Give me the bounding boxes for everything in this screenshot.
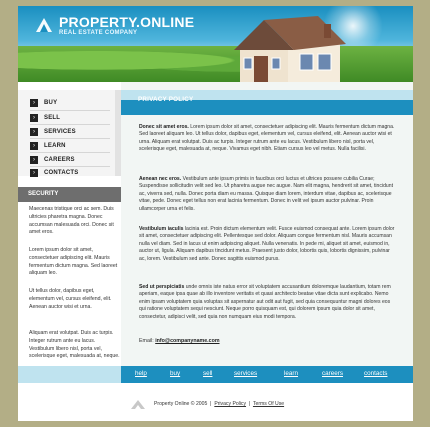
house-illustration bbox=[218, 10, 368, 82]
paragraph-text: lacinia est. Proin dictum elementum velit. Fusce euismod consequat ante. Lorem ipsum dolor sit amet, consectetuer adipiscing elit. Pellentesque sed dolor. Aliquam congue fermentum nisl. Mauris accumsan nulla vel diam. Sed in lacus ut enim adipiscing aliquet. Nulla venenatis. In pede mi, aliquet sit amet, euismod in, auctor ut, ligula. Aliquam dapibus tincidunt metus. Praesent justo dolor, lobortis quis, lobortis dignissim, pulvinar ac, lorem. Vestibulum sed ante. Donec sagittis euismod purus. bbox=[139, 226, 395, 262]
nav-link-buy[interactable]: buy bbox=[170, 370, 181, 377]
terms-link[interactable]: Terms Of Use bbox=[252, 401, 285, 407]
nav-left-band bbox=[18, 366, 121, 383]
arrow-right-icon: › bbox=[30, 114, 38, 122]
security-text: Aliquam erat volutpat. Duis ac turpis. Integer rutrum ante eu lacus. Vestibulum libero nisl, porta vel, scelerisque eget, malesuada at, neque. bbox=[29, 330, 120, 360]
paragraph-text: Vestibulum ante ipsum primis in faucibus orci luctus et ultrices posuere cubilia Curae; Suspendisse sollicitudin velit sed leo. Ut pharetra augue nec augue. Nam elit magna, hendrerit sit amet, tincidunt ac, viverra sed, nulla. Donec porta diam eu massa. Quisque diam lorem, interdum vitae, dapibus ac, scelerisque vitae, pede. Donec eget tellus non erat lacinia fermentum. Donec in velit vel ipsum auctor pulvinar. Proin ullamcorper urna et felis. bbox=[139, 176, 393, 212]
paragraph-lead: Sed ut perspiciatis bbox=[139, 284, 185, 290]
paragraph-lead: Vestibulum iaculis bbox=[139, 226, 184, 232]
menu-item-learn[interactable] bbox=[30, 139, 110, 152]
page bbox=[18, 6, 413, 421]
logo-icon bbox=[34, 15, 54, 35]
paragraph bbox=[139, 176, 397, 213]
menu-item-label: CAREERS bbox=[44, 156, 75, 163]
logo-icon bbox=[130, 398, 146, 410]
privacy-policy-link[interactable]: Privacy Policy bbox=[214, 401, 247, 407]
left-column bbox=[18, 82, 121, 387]
nav-link-services[interactable]: services bbox=[234, 370, 258, 377]
arrow-right-icon: › bbox=[30, 156, 38, 164]
menu-item-sell[interactable] bbox=[30, 111, 110, 124]
security-heading bbox=[18, 187, 121, 202]
footer-nav bbox=[18, 366, 413, 383]
menu-item-label: BUY bbox=[44, 99, 58, 106]
security-text: Lorem ipsum dolor sit amet, consectetuer adipiscing elit. Mauris fermentum dictum magna. Sed laoreet aliquam leo. bbox=[29, 247, 118, 277]
paragraph bbox=[139, 124, 397, 154]
email-line bbox=[139, 338, 220, 344]
menu-item-label: SERVICES bbox=[44, 128, 76, 135]
nav-link-sell[interactable]: sell bbox=[203, 370, 213, 377]
footer bbox=[18, 383, 413, 421]
arrow-right-icon: › bbox=[30, 142, 38, 150]
menu-item-label: CONTACTS bbox=[44, 169, 79, 176]
main-content bbox=[121, 82, 413, 372]
security-text: Maecenas tristique orci ac sem. Duis ultricies pharetra magna. Donec accumsan malesuada orci. Donec sit amet eros. bbox=[29, 206, 114, 236]
paragraph-lead: Aenean nec eros. bbox=[139, 176, 182, 182]
header-banner bbox=[18, 6, 413, 82]
menu-item-buy[interactable] bbox=[30, 96, 110, 109]
footer-separator: | bbox=[210, 401, 212, 407]
paragraph bbox=[139, 226, 397, 263]
menu-item-careers[interactable] bbox=[30, 153, 110, 166]
paragraph bbox=[139, 284, 397, 321]
menu-item-contacts[interactable] bbox=[30, 166, 110, 179]
menu-item-services[interactable] bbox=[30, 125, 110, 138]
footer-separator: | bbox=[248, 401, 251, 407]
brand-title[interactable]: PROPERTY.ONLINE bbox=[59, 14, 195, 30]
copyright: Property Online © 2005 bbox=[154, 401, 208, 407]
security-text: Ut tellus dolor, dapibus eget, elementum vel, cursus eleifend, elit. Aenean auctor wisi et urna. bbox=[29, 288, 112, 310]
paragraph-text: unde omnis iste natus error sit voluptatem accusantium doloremque laudantium, totam rem aperiam, eaque ipsa quae ab illo inventore veritatis et quasi architecto beatae vitae dicta sunt explicabo. Nemo enim ipsam voluptatem quia voluptas sit aspernatur aut odit aut fugit, sed quia consequuntur magni dolores eos qui ratione voluptatem sequi nesciunt. Neque porro quisquam est, qui dolorem ipsum quia dolor sit amet, consectetur, adipisci velit, sed quia non numquam eius modi tempora. bbox=[139, 284, 391, 320]
security-heading-label: SECURITY bbox=[28, 191, 59, 197]
main-menu bbox=[18, 90, 121, 176]
nav-link-learn[interactable]: learn bbox=[284, 370, 299, 377]
arrow-right-icon: › bbox=[30, 99, 38, 107]
paragraph-text: Lorem ipsum dolor sit amet, consectetuer adipiscing elit. Mauris fermentum dictum magna. Sed laoreet aliquam leo. Ut tellus dolor, dapibus eget, elementum vel, cursus eleifend, elit. Aenean auctor wisi et urna. Aliquam erat volutpat. Duis ac turpis. Integer rutrum ante eu lacus. Vestibulum libero nisl, porta vel, scelerisque eget, malesuada at, neque. Vivamus eget nibh. Etiam cursus leo vel metus. Nulla facilisi. bbox=[139, 124, 395, 153]
nav-link-help[interactable]: help bbox=[135, 370, 147, 377]
nav-link-careers[interactable]: careers bbox=[322, 370, 343, 377]
email-label: Email: bbox=[139, 338, 154, 344]
menu-item-label: LEARN bbox=[44, 142, 66, 149]
menu-item-label: SELL bbox=[44, 114, 61, 121]
arrow-right-icon: › bbox=[30, 128, 38, 136]
paragraph-lead: Donec sit amet eros. bbox=[139, 124, 189, 130]
brand-subtitle: REAL ESTATE COMPANY bbox=[59, 30, 138, 36]
page-title: PRIVACY POLICY bbox=[138, 96, 194, 103]
footer-text bbox=[154, 401, 284, 407]
nav-link-contacts[interactable]: contacts bbox=[364, 370, 388, 377]
arrow-right-icon: › bbox=[30, 169, 38, 177]
email-link[interactable]: info@companyname.com bbox=[155, 338, 220, 344]
